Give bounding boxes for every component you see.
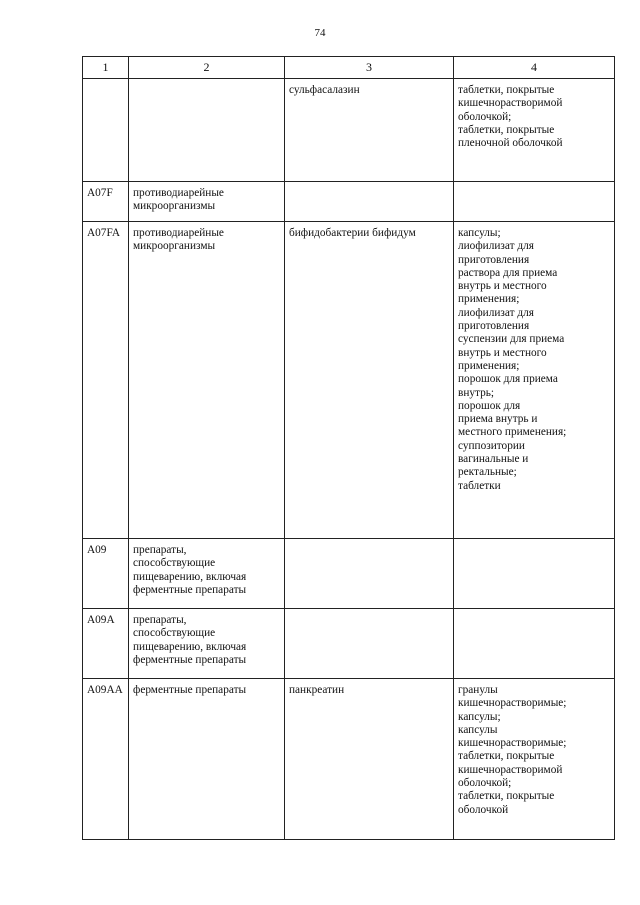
group-cell: противодиарейные микроорганизмы: [129, 182, 285, 222]
column-header-3: 3: [285, 57, 454, 79]
atc-code-cell: A07FA: [83, 222, 129, 539]
atc-code-cell: A09AA: [83, 679, 129, 840]
group-cell: препараты, способствующие пищеварению, включая ферментные препараты: [129, 539, 285, 609]
drug-table: [82, 56, 615, 840]
atc-code-cell: [83, 79, 129, 182]
dosage-forms-cell: таблетки, покрытые кишечнорастворимой оболочкой; таблетки, покрытые пленочной оболочкой: [454, 79, 615, 182]
dosage-forms-cell: [454, 539, 615, 609]
substance-cell: [285, 609, 454, 679]
table-row: [83, 222, 615, 539]
substance-cell: сульфасалазин: [285, 79, 454, 182]
column-header-2: 2: [129, 57, 285, 79]
dosage-forms-cell: гранулы кишечнорастворимые; капсулы; капсулы кишечнорастворимые; таблетки, покрытые кишечнорастворимой оболочкой; таблетки, покрытые оболочкой: [454, 679, 615, 840]
table-header-row: [83, 57, 615, 79]
table-row: [83, 79, 615, 182]
column-header-4: 4: [454, 57, 615, 79]
table-row: [83, 182, 615, 222]
dosage-forms-cell: [454, 182, 615, 222]
substance-cell: панкреатин: [285, 679, 454, 840]
page-number: 74: [314, 27, 326, 39]
substance-cell: [285, 182, 454, 222]
table-row: [83, 539, 615, 609]
group-cell: [129, 79, 285, 182]
group-cell: препараты, способствующие пищеварению, включая ферментные препараты: [129, 609, 285, 679]
atc-code-cell: A07F: [83, 182, 129, 222]
dosage-forms-cell: [454, 609, 615, 679]
group-cell: противодиарейные микроорганизмы: [129, 222, 285, 539]
atc-code-cell: A09A: [83, 609, 129, 679]
substance-cell: бифидобактерии бифидум: [285, 222, 454, 539]
group-cell: ферментные препараты: [129, 679, 285, 840]
atc-code-cell: A09: [83, 539, 129, 609]
table-row: [83, 679, 615, 840]
dosage-forms-cell: капсулы; лиофилизат для приготовления раствора для приема внутрь и местного применения; лиофилизат для приготовления суспензии для приема внутрь и местного применения; порошок для приема внутрь; порошок для приема внутрь и местного применения; суппозитории вагинальные и ректальные; таблетки: [454, 222, 615, 539]
substance-cell: [285, 539, 454, 609]
table-row: [83, 609, 615, 679]
column-header-1: 1: [83, 57, 129, 79]
